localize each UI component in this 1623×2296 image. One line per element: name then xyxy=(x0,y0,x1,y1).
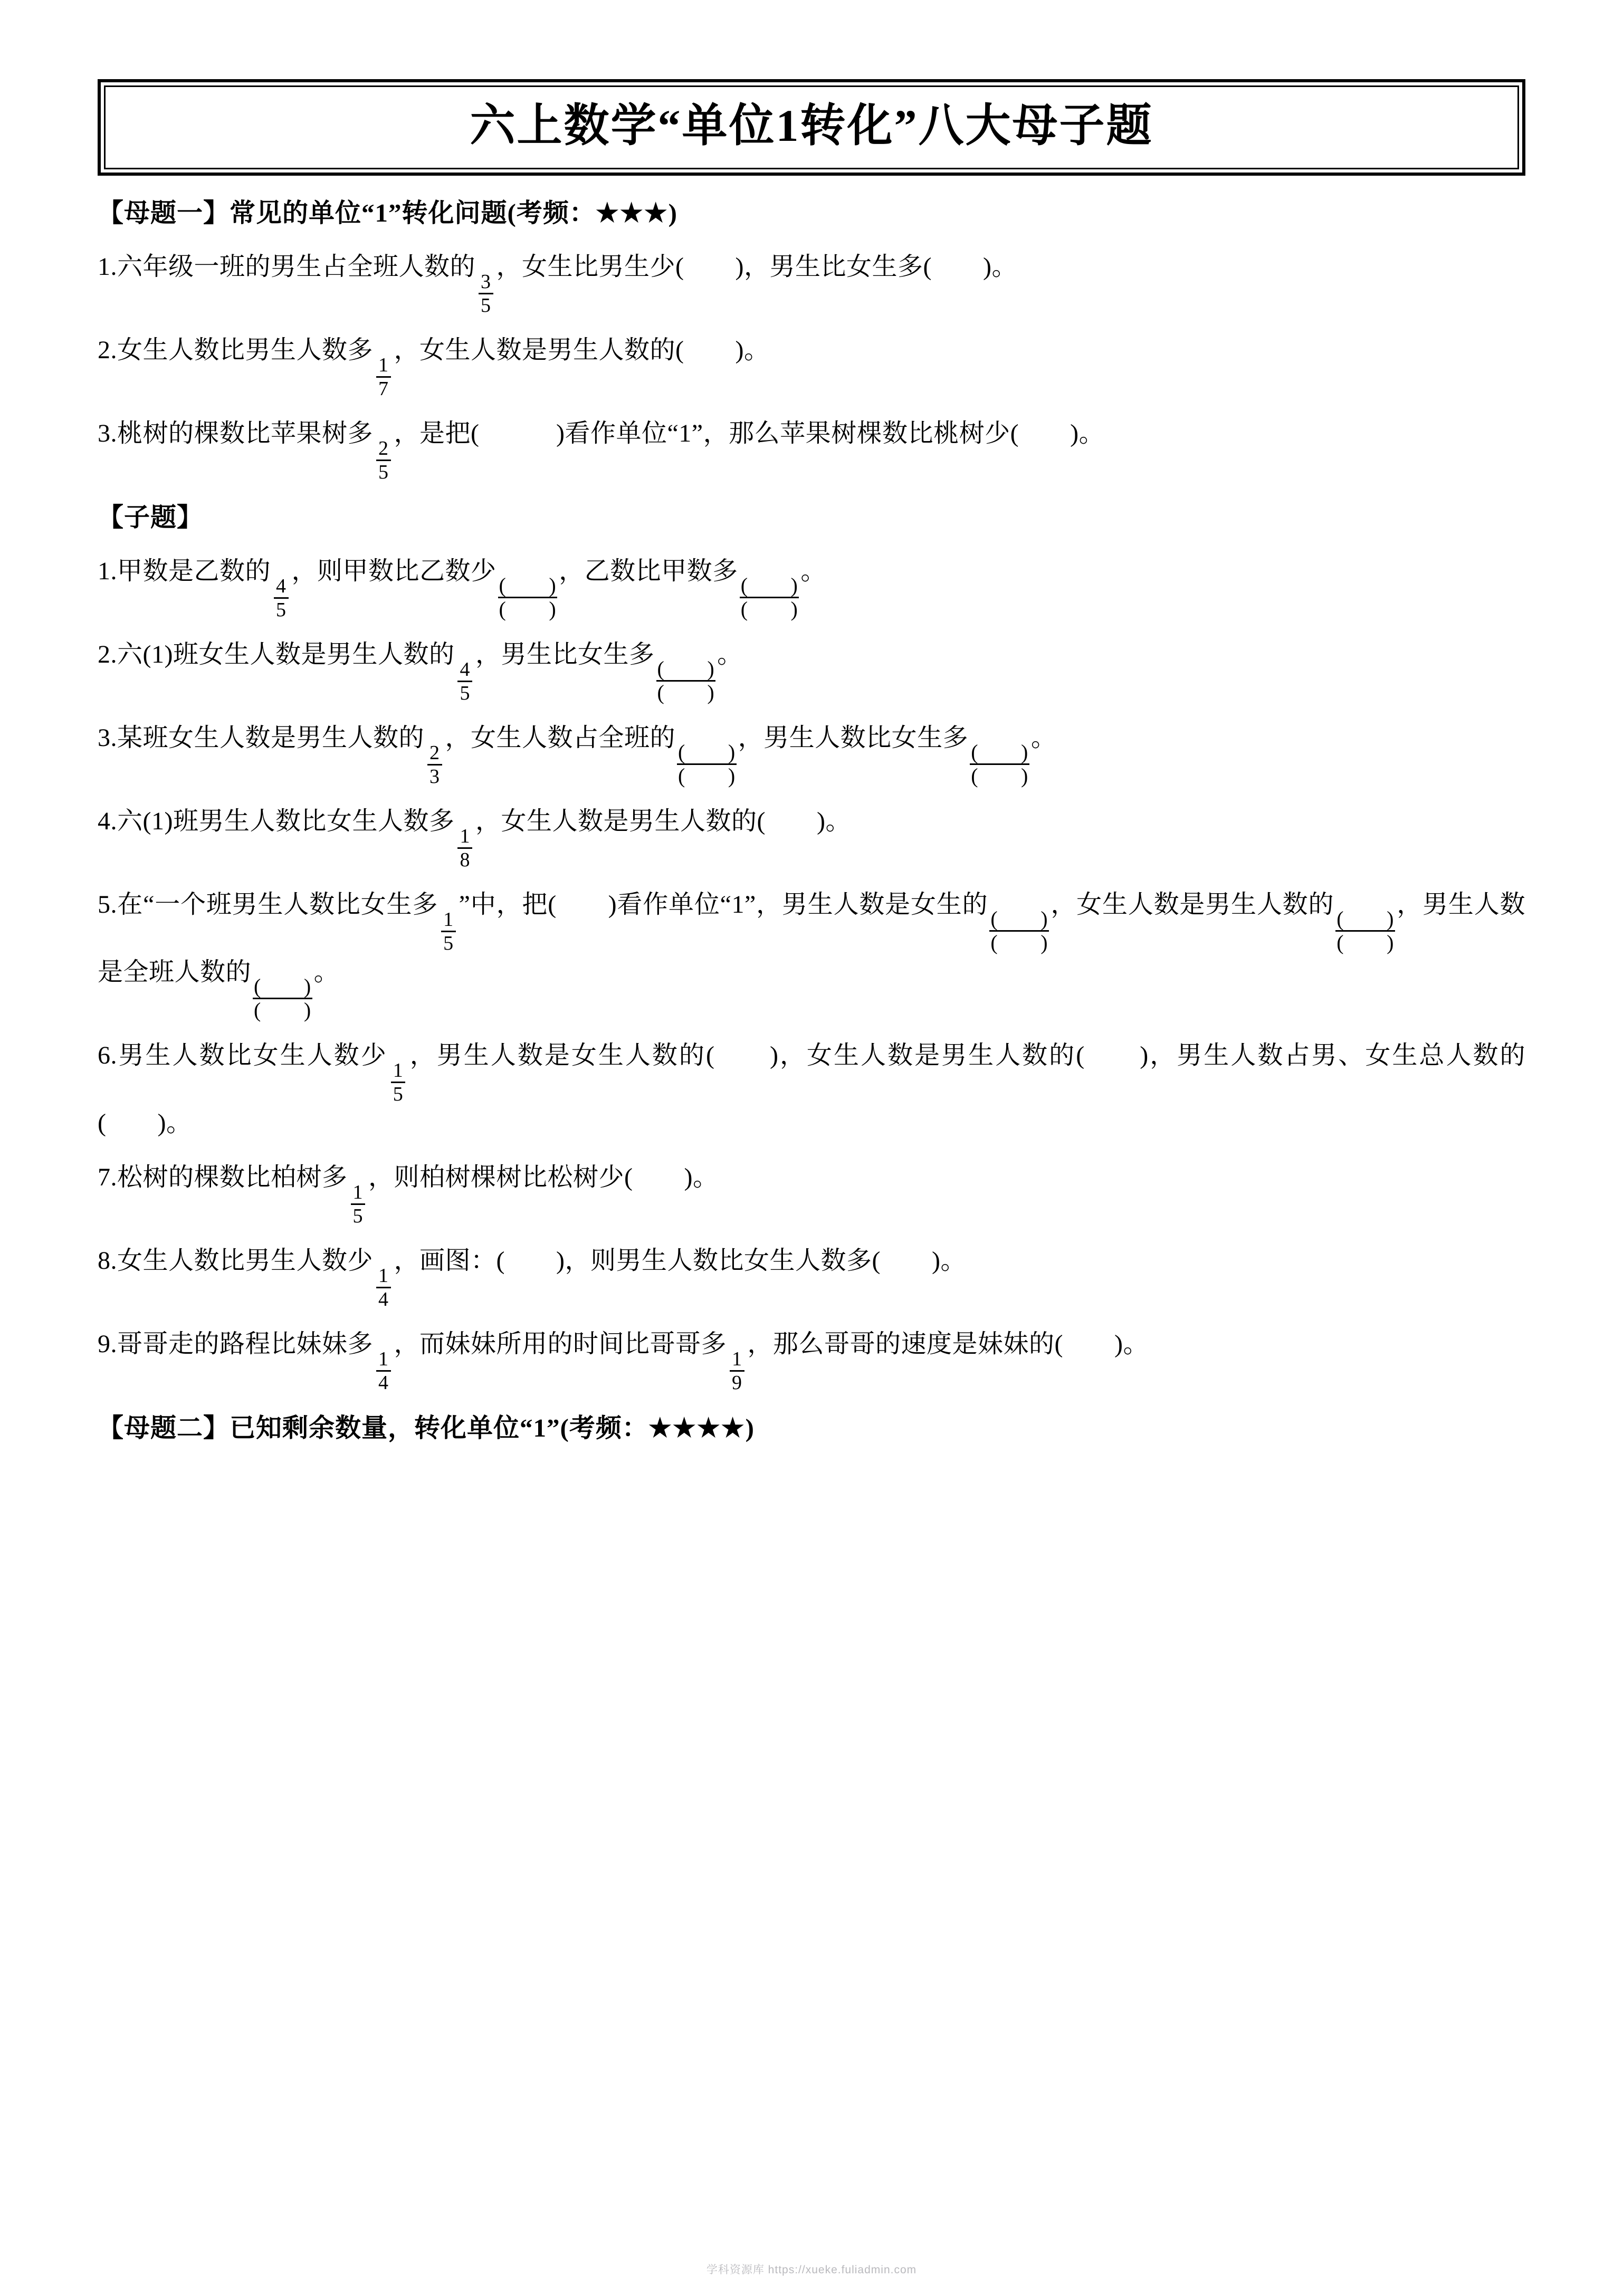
sub-4-part2: ，女生人数是男生人数的( )。 xyxy=(475,807,851,836)
section-1-stars: ★★★ xyxy=(595,198,669,227)
fraction-1-5 xyxy=(441,910,456,953)
section-3-stars: ★★★★ xyxy=(648,1413,746,1442)
sub-5-part1: 5.在“一个班男生人数比女生多 xyxy=(98,891,438,919)
blank-numerator: ( ) xyxy=(740,573,798,598)
sub-1-part3: ，乙数比甲数多 xyxy=(559,557,738,586)
fraction-3-5 xyxy=(479,272,493,315)
blank-denominator: ( ) xyxy=(657,681,715,705)
section-1-prefix: 【母题一】 xyxy=(98,198,230,227)
blank-denominator: ( ) xyxy=(740,597,798,621)
sub-3-part4: 。 xyxy=(1030,724,1057,752)
fraction-4-5 xyxy=(457,659,472,703)
fraction-1-7 xyxy=(376,355,391,399)
watermark: 学科资源库 https://xueke.fuliadmin.com xyxy=(706,2264,917,2276)
mother-1-part1: 1.六年级一班的男生占全班人数的 xyxy=(98,253,476,281)
fraction-numerator: 1 xyxy=(352,1181,364,1204)
blank-fraction xyxy=(740,575,799,620)
section-3-prefix: 【母题二】 xyxy=(98,1413,230,1442)
fraction-numerator: 1 xyxy=(378,1347,389,1370)
fraction-numerator: 1 xyxy=(378,354,389,376)
section-1-text: 常见的单位“1”转化问题(考频： xyxy=(230,198,596,227)
blank-fraction xyxy=(498,575,558,620)
section-3-text: 已知剩余数量，转化单位“1”(考频： xyxy=(230,1413,648,1442)
fraction-2-3 xyxy=(427,743,442,787)
blank-numerator: ( ) xyxy=(499,573,557,598)
fraction-denominator: 4 xyxy=(376,1287,391,1309)
sub-problem-9 xyxy=(98,1325,1525,1393)
sub-4-part1: 4.六(1)班男生人数比女生人数多 xyxy=(98,807,455,836)
fraction-numerator: 1 xyxy=(443,908,454,931)
sub-problem-8 xyxy=(98,1242,1525,1309)
fraction-denominator: 9 xyxy=(730,1370,744,1393)
sub-3-part2: ，女生人数占全班的 xyxy=(445,724,676,752)
sub-problem-5 xyxy=(98,886,1525,1021)
fraction-denominator: 5 xyxy=(457,681,472,703)
fraction-1-4 xyxy=(376,1266,391,1309)
sub-8-part1: 8.女生人数比男生人数少 xyxy=(98,1247,374,1275)
fraction-1-5 xyxy=(391,1060,406,1104)
mother-3-part1: 3.桃树的棵数比苹果树多 xyxy=(98,419,374,447)
fraction-1-4 xyxy=(376,1349,391,1393)
blank-fraction xyxy=(1335,908,1395,953)
fraction-numerator: 1 xyxy=(378,1264,389,1287)
sub-2-part2: ，男生比女生多 xyxy=(475,640,655,669)
section-3-suffix: ) xyxy=(745,1413,755,1442)
mother-problem-3 xyxy=(98,415,1525,482)
fraction-numerator: 1 xyxy=(732,1347,742,1370)
fraction-denominator: 7 xyxy=(376,376,391,399)
fraction-denominator: 3 xyxy=(427,764,442,787)
sub-5-part5: 。 xyxy=(313,958,340,987)
sub-5-part3: ，女生人数是男生人数的 xyxy=(1051,891,1334,919)
fraction-denominator: 4 xyxy=(376,1370,391,1393)
fraction-numerator: 2 xyxy=(429,742,440,764)
fraction-numerator: 1 xyxy=(393,1059,404,1082)
fraction-denominator: 5 xyxy=(376,460,391,482)
mother-1-part2: ，女生比男生少( )，男生比女生多( )。 xyxy=(496,253,1017,281)
sub-7-part1: 7.松树的棵数比柏树多 xyxy=(98,1163,348,1192)
fraction-4-5 xyxy=(274,576,289,620)
sub-8-part2: ，画图：( )，则男生人数比女生人数多( )。 xyxy=(394,1247,966,1275)
mother-problem-1 xyxy=(98,248,1525,315)
fraction-denominator: 5 xyxy=(274,597,289,620)
blank-fraction xyxy=(989,908,1049,953)
sub-6-part2: ，男生人数是女生人数的( )，女生人数是男生人数的( )，男生人数占男、女生总人数的( )。 xyxy=(98,1041,1525,1137)
blank-numerator: ( ) xyxy=(990,907,1048,931)
sub-7-part2: ，则柏树棵树比松树少( )。 xyxy=(368,1163,719,1192)
sub-5-part4: ，男生人数是全班人数的 xyxy=(98,891,1525,987)
sub-problem-6 xyxy=(98,1037,1525,1143)
blank-denominator: ( ) xyxy=(1336,931,1394,955)
sub-3-part1: 3.某班女生人数是男生人数的 xyxy=(98,724,425,752)
section-heading-mother-1 xyxy=(98,194,1525,233)
fraction-1-5 xyxy=(351,1182,366,1226)
sub-1-part4: 。 xyxy=(800,557,826,586)
blank-denominator: ( ) xyxy=(254,998,311,1022)
blank-denominator: ( ) xyxy=(499,597,557,621)
sub-problem-1 xyxy=(98,552,1525,620)
fraction-numerator: 3 xyxy=(481,271,491,293)
title-box xyxy=(98,79,1525,176)
sub-9-part2: ，而妹妹所用的时间比哥哥多 xyxy=(394,1329,727,1358)
fraction-numerator: 4 xyxy=(460,658,470,681)
mother-2-part2: ，女生人数是男生人数的( )。 xyxy=(394,336,770,365)
fraction-1-9 xyxy=(730,1349,744,1393)
sub-9-part1: 9.哥哥走的路程比妹妹多 xyxy=(98,1329,374,1358)
fraction-2-5 xyxy=(376,438,391,482)
sub-problem-2 xyxy=(98,636,1525,703)
sub-1-part1: 1.甲数是乙数的 xyxy=(98,557,271,586)
fraction-denominator: 8 xyxy=(457,847,472,870)
sub-9-part3: ，那么哥哥的速度是妹妹的( )。 xyxy=(747,1329,1149,1358)
sub-1-part2: ，则甲数比乙数少 xyxy=(291,557,497,586)
sub-2-part1: 2.六(1)班女生人数是男生人数的 xyxy=(98,640,455,669)
sub-5-part2: ”中，把( )看作单位“1”，男生人数是女生的 xyxy=(459,891,988,919)
fraction-1-8 xyxy=(457,826,472,870)
blank-denominator: ( ) xyxy=(678,764,736,788)
blank-numerator: ( ) xyxy=(254,974,311,999)
blank-numerator: ( ) xyxy=(678,740,736,764)
sub-6-part1: 6.男生人数比女生人数少 xyxy=(98,1041,388,1070)
blank-numerator: ( ) xyxy=(971,740,1028,764)
fraction-denominator: 5 xyxy=(391,1082,406,1104)
sub-problem-3 xyxy=(98,719,1525,787)
mother-problem-2 xyxy=(98,331,1525,399)
section-heading-mother-2 xyxy=(98,1409,1525,1448)
blank-fraction xyxy=(677,742,737,787)
section-heading-subproblems xyxy=(98,498,1525,537)
section-2-prefix: 【子题】 xyxy=(98,502,204,532)
fraction-denominator: 5 xyxy=(479,293,493,315)
blank-fraction xyxy=(253,976,312,1021)
fraction-numerator: 1 xyxy=(460,825,470,848)
sub-3-part3: ，男生人数比女生多 xyxy=(738,724,969,752)
sub-2-part3: 。 xyxy=(717,640,743,669)
sub-problem-4 xyxy=(98,802,1525,870)
blank-numerator: ( ) xyxy=(1336,907,1394,931)
mother-3-part2: ，是把( )看作单位“1”，那么苹果树棵数比桃树少( )。 xyxy=(394,419,1105,447)
blank-fraction xyxy=(970,742,1029,787)
sub-problem-7 xyxy=(98,1159,1525,1226)
blank-numerator: ( ) xyxy=(657,657,715,681)
page-title: 六上数学“单位1转化”八大母子题 xyxy=(470,100,1153,151)
blank-denominator: ( ) xyxy=(971,764,1028,788)
fraction-numerator: 4 xyxy=(276,575,287,598)
mother-2-part1: 2.女生人数比男生人数多 xyxy=(98,336,374,365)
title-box-inner xyxy=(104,85,1519,169)
fraction-numerator: 2 xyxy=(378,437,389,460)
fraction-denominator: 5 xyxy=(351,1203,366,1226)
section-1-suffix: ) xyxy=(668,198,677,227)
fraction-denominator: 5 xyxy=(441,931,456,953)
blank-denominator: ( ) xyxy=(990,931,1048,955)
blank-fraction xyxy=(656,658,716,703)
